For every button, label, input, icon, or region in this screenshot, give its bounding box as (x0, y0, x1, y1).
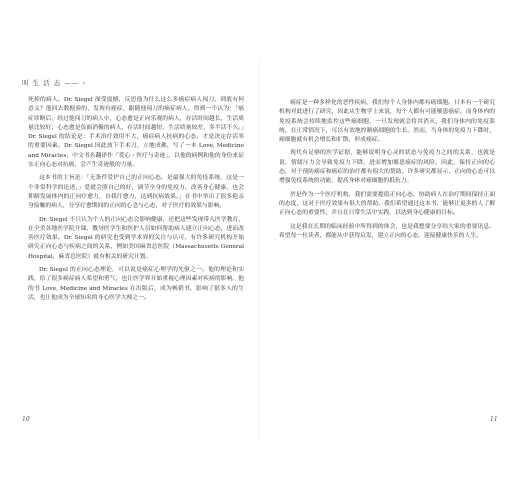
right-paragraph-4: 这是我在长期的临床经验中所得到的体会，也是我想要分享给大家的重要讯息。希望每一位读者，都能从中获得启发，建立正向的心态，迎接健康快乐的人生。 (279, 223, 495, 239)
left-paragraph-3: Dr. Siegel 不只认为个人的正向心态会影响健康，还把这些发现带入医学教育，在全美各地医学院开课，教导医学生和医护人员如何帮助病人建立正向心态，进而改善医疗效果。Dr. Siegel 的研究也受到学术界的关注与认可，有许多研究机构开始研究正向心态与疾病之间的关系，例如美国麻省总医院（Massachusetts General Hospital，麻省总医院）就有相关的研究计划。 (28, 216, 244, 260)
left-page-body (28, 96, 244, 307)
left-paragraph-4: Dr. Siegel 的正向心态理论，可以说是癌症心理学的先驱之一。他的理论和实践，给了很多癌症病人希望和勇气，也让医学界开始重视心理因素对疾病的影响。他的书 Love, Medicine and Miracles 在出版后，成为畅销书，影响了很多人的生活，也让他成为全球知名的身心医学大师之一。 (28, 267, 244, 301)
page-number-left: 10 (22, 416, 30, 423)
page-number-right: 11 (490, 416, 498, 423)
right-paragraph-3: 於是作为一个医疗机构，我们需要提倡正向心态，协助病人在治疗期间保持正面的态度，这对于医疗效果有很大的帮助。我们希望通过这本书，能够让更多的人了解正向心态的重要性，并且在日常生活中实践，以达到身心健康的目标。 (279, 191, 495, 217)
left-paragraph-1: 死掉的病人。Dr. Siegel 深受震撼，反思他为什么这么多癌症病人闯刀，到底有何意义？他回去数据验的，发现有癌症，跟随他闯刀的癌症病人，得到一个认为：「癌症诊断后，经过他闯刀的病人中，心态愈是正向乐观的病人，存活时间越长，生活质量比较好；心态愈是负面消极的病人，存活时间越短，生活质量较差，多半活不久。」Dr. Siegel 的结论是：手术治疗效用不大，癌症病人抗病的心态，才是决定存活率的重要因素。Dr. Siegel 因此放下手术刀，立地成佛，写了一本 Love, Medicine and Miracles，中文书名翻译作「爱心・医疗与奇迹」，以他的病例和他的身份来证实正向心态对抗癌，会产生奇迹般的力量。 (28, 97, 244, 169)
right-page-body (279, 99, 495, 245)
running-header: 叫 生 活 态 —— › (22, 79, 86, 87)
left-paragraph-2: 这本书的主旨是：「无条件爱护自己的正向心态，是最强大的免疫系统。这是一个非常科学的论述，」爱就会照自己的好，调节全身的免疫力，改善身心健康，也会抑制发展体内的正向疗愈力，自我疗愈力，达到抗病效果。」在书中举出了很多他亲身接触的病人，分享疗愈期间的正向的心念与心态，对于医疗的效果与影响。 (28, 175, 244, 210)
right-paragraph-2: 现代有足够的医学证据，能够说明身心灵的状态与免疫力之间的关系，也就是说，情绪压力会导致免疫力下降，进而增加罹患癌症的风险。因此，保持正向的心态，对于预防癌症和癌症的治疗都有很大的帮助。许多研究都显示，正向的心态可以增强免疫系统的功能，提高身体对癌细胞的抵抗力。 (279, 150, 495, 185)
page-gutter (259, 60, 260, 440)
right-paragraph-1: 癌症是一种多样化的恶性疾病，我们每个人身体内都有癌细胞。日本有一个研究机构对此进行了研究，因此从生物学上来说，每个人都有可能罹患癌症，而身体内的免疫系统会持续地监控这些癌细胞，一旦发现就会将其消灭，我们身体内的免疫系统，在正常情况下，可以有效地控制癌细胞的生长。然而，当身体的免疫力下降时，癌细胞就有机会增长和扩散，形成癌症。 (279, 100, 495, 144)
